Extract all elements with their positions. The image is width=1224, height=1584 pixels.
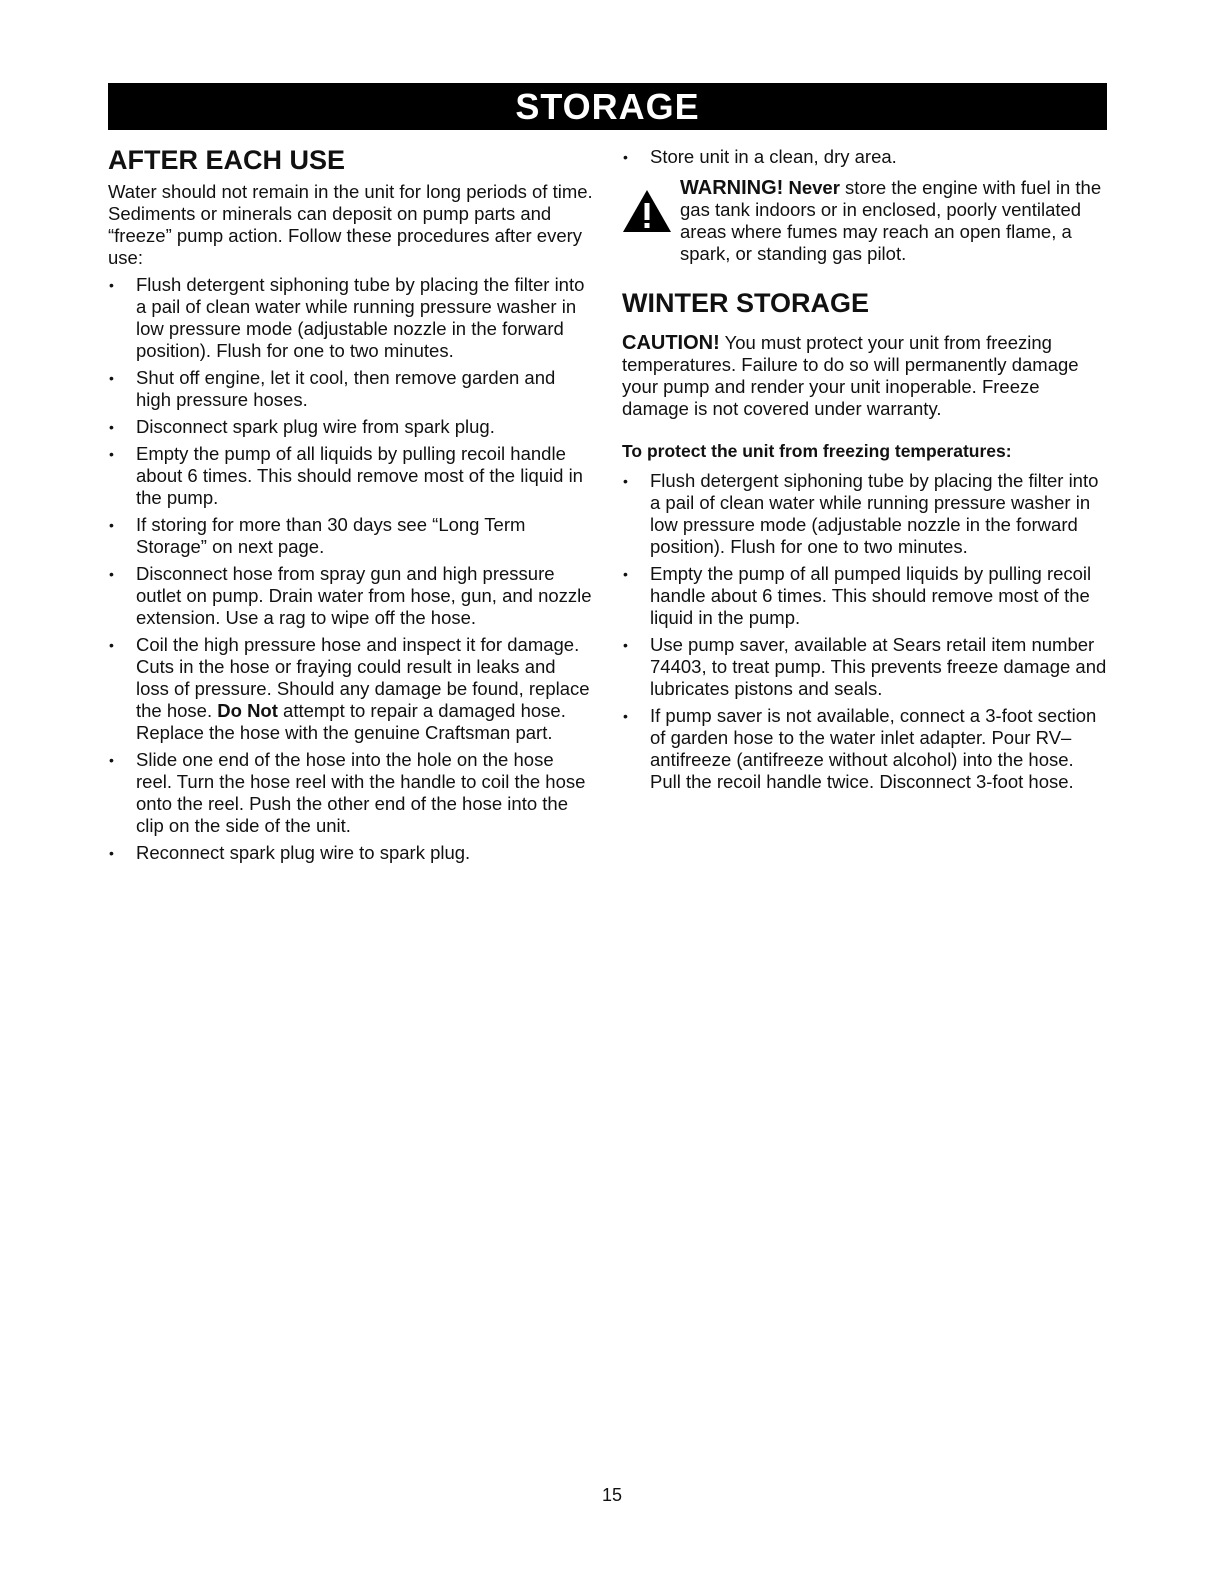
- caution-label: CAUTION!: [622, 332, 720, 354]
- coil-text-before: Coil the high pressure hose and inspect it for damage. Cuts in the hose or fraying could result in leaks and loss of pressure. Should any damage be found, replace the hose.: [136, 634, 590, 721]
- after-each-use-list: [108, 274, 593, 864]
- coil-text-after: attempt to repair a damaged hose. Replace the hose with the genuine Craftsman part.: [136, 700, 566, 743]
- left-column: [108, 144, 593, 864]
- winter-storage-list: [622, 470, 1107, 793]
- list-item: • Slide one end of the hose into the hole on the hose reel. Turn the hose reel with the handle to coil the hose onto the reel. Push the other end of the hose into the clip on the side of the unit.: [108, 749, 593, 837]
- list-item: • Use pump saver, available at Sears retail item number 74403, to treat pump. This prevents freeze damage and lubricates pistons and seals.: [622, 634, 1107, 700]
- freeze-protection-subheading: To protect the unit from freezing temperatures:: [622, 441, 1012, 461]
- list-item: • Reconnect spark plug wire to spark plug.: [108, 842, 593, 864]
- after-each-use-intro: Water should not remain in the unit for long periods of time. Sediments or minerals can deposit on pump parts and “freeze” pump action. Follow these procedures after every use:: [108, 181, 593, 268]
- warning-triangle-icon: [622, 189, 672, 233]
- list-item: • Shut off engine, let it cool, then remove garden and high pressure hoses.: [108, 367, 593, 411]
- list-item: • If storing for more than 30 days see “Long Term Storage” on next page.: [108, 514, 593, 558]
- list-item: • Flush detergent siphoning tube by placing the filter into a pail of clean water while running pressure washer in low pressure mode (adjustable nozzle in the forward position). Flush for one to two minutes.: [622, 470, 1107, 558]
- right-column: [622, 144, 1107, 793]
- page-number: 15: [601, 1485, 623, 1505]
- caution-paragraph: [622, 332, 1107, 420]
- warning-label: WARNING!: [680, 177, 784, 199]
- winter-storage-heading: WINTER STORAGE: [622, 288, 870, 318]
- list-item: • Store unit in a clean, dry area.: [622, 146, 1107, 168]
- warning-never: Never: [788, 177, 840, 198]
- store-list: [622, 146, 1107, 168]
- list-item: • Disconnect spark plug wire from spark plug.: [108, 416, 593, 438]
- list-item: • Disconnect hose from spray gun and high pressure outlet on pump. Drain water from hose, gun, and nozzle extension. Use a rag to wipe off the hose.: [108, 563, 593, 629]
- list-item: • Flush detergent siphoning tube by placing the filter into a pail of clean water while running pressure washer in low pressure mode (adjustable nozzle in the forward position). Flush for one to two minutes.: [108, 274, 593, 362]
- warning-text: store the engine with fuel in the gas tank indoors or in enclosed, poorly ventilated areas where fumes may reach an open flame, a spark, or standing gas pilot.: [680, 177, 1102, 264]
- page-title: STORAGE: [108, 83, 1107, 130]
- warning-block: [622, 177, 1107, 265]
- do-not-emphasis: Do Not: [217, 700, 278, 721]
- list-item: • Empty the pump of all pumped liquids by pulling recoil handle about 6 times. This should remove most of the liquid in the pump.: [622, 563, 1107, 629]
- after-each-use-heading: AFTER EACH USE: [108, 145, 346, 175]
- list-item-coil-hose: [108, 634, 593, 744]
- list-item: • Empty the pump of all liquids by pulling recoil handle about 6 times. This should remove most of the liquid in the pump.: [108, 443, 593, 509]
- caution-text: You must protect your unit from freezing temperatures. Failure to do so will permanently damage your pump and render your unit inoperable. Freeze damage is not covered under warranty.: [622, 332, 1079, 419]
- list-item: • If pump saver is not available, connect a 3-foot section of garden hose to the water inlet adapter. Pour RV–antifreeze (antifreeze without alcohol) into the hose. Pull the recoil handle twice. Disconnect 3-foot hose.: [622, 705, 1107, 793]
